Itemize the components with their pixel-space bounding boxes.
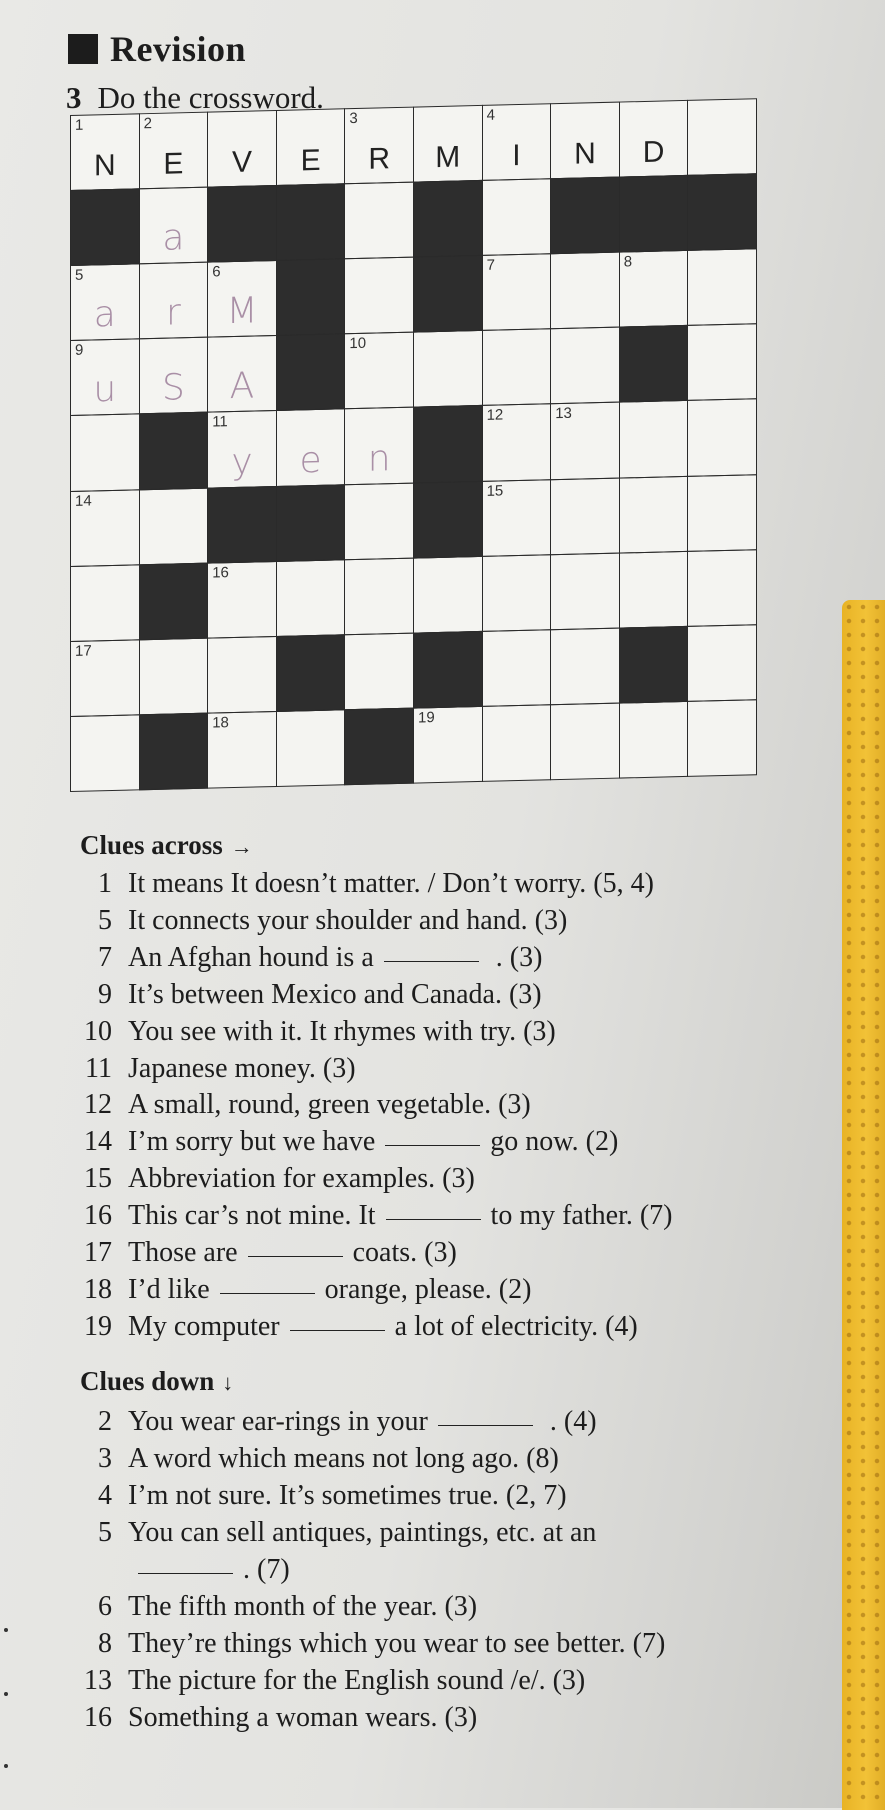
clue-item <box>70 905 567 937</box>
clue-item <box>70 1200 673 1232</box>
clue-item-number: 14 <box>84 1126 112 1158</box>
printed-letter: R <box>368 142 391 176</box>
clue-text <box>128 868 654 900</box>
clue-number: 5 <box>75 266 84 285</box>
crossword-cell[interactable] <box>482 253 552 331</box>
clue-text-part: The picture for the English sound /e/. (3) <box>128 1665 586 1696</box>
clue-number: 9 <box>75 342 84 360</box>
exercise-number: 3 <box>66 80 82 115</box>
clue-number: 1 <box>75 116 84 134</box>
clue-item-number: 12 <box>84 1089 112 1121</box>
clue-text-part: An Afghan hound is a <box>128 941 374 973</box>
clue-text <box>128 905 567 937</box>
crossword-black-cell <box>207 485 277 563</box>
clue-item-number: 3 <box>98 1443 112 1474</box>
crossword-cell[interactable] <box>482 704 552 782</box>
crossword-cell[interactable] <box>482 329 552 407</box>
answer-blank[interactable] <box>385 1144 480 1146</box>
crossword-cell[interactable] <box>687 248 757 326</box>
clue-item-number: 5 <box>98 1517 112 1548</box>
handwritten-letter: a <box>93 294 116 336</box>
clue-text-part: orange, please. (2) <box>324 1273 532 1305</box>
crossword-cell[interactable] <box>70 564 140 642</box>
clue-item <box>70 942 542 974</box>
clue-heading-text: Clues down <box>80 1366 215 1396</box>
crossword-cell[interactable] <box>276 709 346 787</box>
crossword-cell[interactable] <box>550 102 620 180</box>
clue-item <box>70 1406 597 1438</box>
clue-item-number: 9 <box>98 978 112 1010</box>
crossword-black-cell <box>139 412 209 490</box>
crossword-black-cell <box>687 173 757 251</box>
crossword-black-cell <box>413 180 483 258</box>
clue-text <box>128 1443 559 1475</box>
arrow-icon: ↓ <box>222 1370 234 1395</box>
clue-item <box>70 1443 559 1475</box>
clue-item-number <box>70 1554 112 1586</box>
crossword-grid <box>70 98 756 791</box>
clue-text-part: I’d like <box>128 1273 210 1305</box>
clue-number: 16 <box>212 563 229 582</box>
crossword-cell[interactable] <box>70 264 140 342</box>
crossword-cell[interactable] <box>70 714 140 792</box>
arrow-icon: → <box>230 834 253 859</box>
clue-number: 13 <box>555 405 572 423</box>
printed-letter: I <box>512 139 521 173</box>
clue-text-part: You can sell antiques, paintings, etc. at an <box>128 1517 597 1548</box>
clue-item-number: 11 <box>85 1052 112 1084</box>
clue-text-part: You wear ear-rings in your <box>128 1406 428 1437</box>
crossword-cell[interactable] <box>482 629 552 707</box>
clue-text-part: Those are <box>128 1237 238 1268</box>
crossword-cell[interactable] <box>687 549 757 627</box>
crossword-cell[interactable] <box>207 110 277 188</box>
crossword-cell[interactable] <box>207 561 277 639</box>
crossword-black-cell <box>139 562 209 640</box>
clue-item-number: 16 <box>84 1200 112 1232</box>
clue-number: 17 <box>75 642 92 660</box>
clue-item-number: 15 <box>84 1163 112 1195</box>
clue-text <box>128 1200 673 1232</box>
crossword-cell[interactable] <box>139 487 209 565</box>
clue-text-part: The fifth month of the year. (3) <box>128 1591 478 1622</box>
crossword-cell[interactable] <box>550 702 620 780</box>
margin-dot <box>4 1692 8 1696</box>
clue-text <box>128 1089 531 1121</box>
clue-text-part: They’re things which you wear to see better. (7) <box>128 1628 666 1659</box>
clue-text <box>128 942 542 974</box>
clue-text-part: Abbreviation for examples. (3) <box>128 1163 475 1195</box>
clue-item <box>70 1053 356 1085</box>
crossword-cell[interactable] <box>550 402 620 480</box>
clue-item <box>70 1702 477 1734</box>
clue-item-number: 19 <box>84 1310 112 1342</box>
printed-letter: M <box>435 140 461 175</box>
crossword-cell[interactable] <box>619 475 689 553</box>
clue-item <box>70 1016 556 1048</box>
clue-item-number: 7 <box>98 941 112 973</box>
clue-text-part: A small, round, green vegetable. (3) <box>128 1089 531 1121</box>
clue-number: 14 <box>75 492 92 510</box>
clue-item-number: 1 <box>98 868 112 899</box>
crossword-cell[interactable] <box>482 479 552 557</box>
clue-item <box>70 1628 665 1660</box>
crossword-cell[interactable] <box>413 105 483 183</box>
clue-number: 8 <box>623 253 633 271</box>
clue-item <box>70 1665 585 1697</box>
handwritten-letter: u <box>93 369 117 411</box>
clue-item-number: 10 <box>84 1015 112 1047</box>
clue-text-part: . (4) <box>542 1406 597 1437</box>
clue-item <box>70 1274 531 1306</box>
crossword-cell[interactable] <box>687 624 757 702</box>
crossword-cell[interactable] <box>344 182 414 260</box>
clue-number: 4 <box>486 106 495 124</box>
crossword-black-cell <box>550 177 620 255</box>
clue-text <box>128 1591 477 1623</box>
crossword-cell[interactable] <box>687 399 757 477</box>
crossword-cell[interactable] <box>344 482 414 560</box>
handwritten-letter: a <box>162 217 185 259</box>
handwritten-letter: y <box>231 441 253 483</box>
clue-item <box>70 1591 477 1623</box>
crossword-cell[interactable] <box>550 252 620 330</box>
clue-text-part: This car’s not mine. It <box>128 1200 376 1232</box>
header-square-icon <box>68 34 98 64</box>
clue-text-part: . (3) <box>488 941 543 973</box>
printed-letter: V <box>231 145 252 180</box>
crossword-cell[interactable] <box>413 330 483 408</box>
crossword-black-cell <box>344 707 414 785</box>
crossword-cell[interactable] <box>550 552 620 630</box>
clue-item-number: 4 <box>98 1480 112 1511</box>
clue-item-number: 18 <box>84 1273 112 1305</box>
crossword-cell[interactable] <box>207 260 277 338</box>
clue-text <box>128 1702 477 1734</box>
clue-item <box>70 1517 596 1549</box>
crossword-cell[interactable] <box>139 262 209 340</box>
clue-text <box>128 1053 356 1085</box>
crossword-cell[interactable] <box>619 400 689 478</box>
handwritten-letter: r <box>165 292 181 334</box>
crossword-cell[interactable] <box>413 706 483 784</box>
handwritten-letter: A <box>229 365 255 408</box>
clue-number: 3 <box>349 109 358 128</box>
crossword-cell[interactable] <box>619 100 689 178</box>
crossword-cell[interactable] <box>687 98 757 176</box>
clue-number: 10 <box>349 335 367 353</box>
clue-text-part: Something a woman wears. (3) <box>128 1702 478 1733</box>
clue-item-number: 13 <box>84 1665 112 1696</box>
crossword-cell[interactable] <box>619 701 689 779</box>
clue-text <box>128 1163 475 1195</box>
handwritten-letter: S <box>161 367 185 410</box>
answer-blank[interactable] <box>220 1292 315 1294</box>
clues_down-heading <box>80 1366 233 1397</box>
crossword-cell[interactable] <box>344 407 414 485</box>
crossword-cell[interactable] <box>139 112 209 190</box>
clue-text <box>128 1554 290 1586</box>
answer-blank[interactable] <box>384 960 479 962</box>
clue-item <box>70 868 654 900</box>
clue-text <box>128 1311 638 1343</box>
clue-text-part: A word which means not long ago. (8) <box>128 1443 559 1474</box>
clue-item-number: 6 <box>98 1591 112 1622</box>
crossword-cell[interactable] <box>344 257 414 335</box>
clue-text-part: a lot of electricity. (4) <box>394 1310 638 1342</box>
printed-letter: N <box>93 148 116 183</box>
crossword-cell[interactable] <box>344 632 414 710</box>
crossword-cell[interactable] <box>139 187 209 265</box>
crossword-black-cell <box>207 185 277 263</box>
crossword-cell[interactable] <box>619 551 689 629</box>
clue-text-part: to my father. (7) <box>490 1200 673 1232</box>
crossword-cell[interactable] <box>207 636 277 714</box>
crossword-black-cell <box>413 631 483 709</box>
clue-item-number: 5 <box>98 904 112 936</box>
clue-item <box>70 1237 457 1269</box>
crossword-black-cell <box>70 188 140 266</box>
printed-letter: E <box>163 147 184 181</box>
clue-text-part: Japanese money. (3) <box>128 1052 356 1084</box>
crossword-black-cell <box>139 712 209 790</box>
crossword-cell[interactable] <box>550 627 620 705</box>
handwritten-letter: M <box>226 290 258 333</box>
answer-blank[interactable] <box>438 1424 533 1426</box>
crossword-black-cell <box>413 480 483 558</box>
printed-letter: E <box>300 143 321 178</box>
exercise-text: Do the crossword. <box>97 80 324 115</box>
printed-letter: D <box>642 135 665 170</box>
clue-item <box>70 1126 618 1158</box>
clue-text-part: I’m not sure. It’s sometimes true. (2, 7) <box>128 1480 567 1511</box>
crossword-cell[interactable] <box>482 554 552 632</box>
clue-text <box>128 1517 596 1549</box>
clue-text-part: I’m sorry but we have <box>128 1126 376 1158</box>
clue-item <box>70 979 542 1011</box>
crossword-cell[interactable] <box>482 404 552 482</box>
crossword-cell[interactable] <box>139 637 209 715</box>
clue-number: 19 <box>418 708 435 727</box>
clue-number: 18 <box>212 713 229 732</box>
clue-text <box>128 1237 457 1269</box>
crossword-cell[interactable] <box>344 557 414 635</box>
crossword-cell[interactable] <box>687 474 757 552</box>
clue-text <box>128 1406 597 1438</box>
answer-blank[interactable] <box>248 1255 343 1257</box>
clue-heading-text: Clues across <box>80 830 223 860</box>
clue-number: 2 <box>143 114 152 133</box>
handwritten-letter: n <box>367 437 391 480</box>
clue-text-part: coats. (3) <box>352 1237 457 1268</box>
crossword-cell[interactable] <box>550 327 620 405</box>
clue-item <box>70 1163 475 1195</box>
crossword-cell[interactable] <box>70 489 140 567</box>
crossword-cell[interactable] <box>687 699 757 777</box>
clue-text-part: You see with it. It rhymes with try. (3) <box>128 1015 556 1047</box>
crossword-cell[interactable] <box>139 337 209 415</box>
clue-number: 6 <box>212 263 221 281</box>
crossword-black-cell <box>276 183 346 261</box>
section-title: Revision <box>110 29 247 69</box>
clue-item-number: 2 <box>98 1406 112 1437</box>
crossword-cell[interactable] <box>550 477 620 555</box>
answer-blank[interactable] <box>290 1329 385 1331</box>
clue-item <box>70 1480 567 1512</box>
answer-blank[interactable] <box>138 1572 233 1574</box>
crossword-black-cell <box>276 634 346 712</box>
clue-text-part: My computer <box>128 1310 280 1342</box>
crossword-cell[interactable] <box>344 332 414 410</box>
clue-text-part: It connects your shoulder and hand. (3) <box>128 904 568 936</box>
crossword-cell[interactable] <box>482 103 552 181</box>
crossword-black-cell <box>276 258 346 336</box>
clue-text <box>128 1480 567 1512</box>
crossword-cell[interactable] <box>413 556 483 634</box>
crossword-black-cell <box>619 175 689 253</box>
clue-item-number: 8 <box>98 1628 112 1659</box>
crossword-black-cell <box>276 334 346 412</box>
crossword-cell[interactable] <box>344 107 414 185</box>
crossword-cell[interactable] <box>687 324 757 402</box>
margin-dot <box>4 1628 8 1632</box>
section-header <box>68 28 246 70</box>
binder-texture <box>842 600 885 1808</box>
crossword-cell[interactable] <box>276 559 346 637</box>
clue-text <box>128 1016 556 1048</box>
printed-letter: N <box>574 137 596 171</box>
crossword-cell[interactable] <box>207 410 277 488</box>
clue-text <box>128 1628 665 1660</box>
clue-text <box>128 1274 531 1306</box>
clue-text <box>128 979 542 1011</box>
crossword-cell[interactable] <box>70 339 140 417</box>
crossword-cell[interactable] <box>207 335 277 413</box>
crossword-cell[interactable] <box>70 639 140 717</box>
crossword-black-cell <box>413 405 483 483</box>
clue-text-part: go now. (2) <box>490 1126 619 1158</box>
answer-blank[interactable] <box>386 1218 481 1220</box>
crossword-cell[interactable] <box>619 250 689 328</box>
clue-item <box>70 1554 290 1586</box>
crossword-cell[interactable] <box>482 178 552 256</box>
clues_across-heading <box>80 830 253 861</box>
crossword-black-cell <box>276 484 346 562</box>
clue-text-part: It means It doesn’t matter. / Don’t worry. (5, 4) <box>128 868 654 899</box>
crossword-cell[interactable] <box>70 113 140 191</box>
margin-dot <box>4 1764 8 1768</box>
crossword-cell[interactable] <box>207 711 277 789</box>
clue-item-number: 17 <box>84 1237 112 1268</box>
clue-text-part: . (7) <box>243 1554 290 1585</box>
clue-number: 15 <box>486 481 504 500</box>
crossword-black-cell <box>413 255 483 333</box>
crossword-cell[interactable] <box>276 409 346 487</box>
crossword-black-cell <box>619 325 689 403</box>
clue-text <box>128 1126 618 1158</box>
crossword-cell[interactable] <box>70 414 140 492</box>
clue-number: 7 <box>486 256 495 275</box>
clue-text-part: It’s between Mexico and Canada. (3) <box>128 978 542 1010</box>
clue-text <box>128 1665 585 1697</box>
crossword-black-cell <box>619 626 689 704</box>
crossword-cell[interactable] <box>276 108 346 186</box>
handwritten-letter: e <box>299 439 322 481</box>
clue-number: 12 <box>486 406 504 425</box>
clue-item <box>70 1089 531 1121</box>
clue-item <box>70 1311 638 1343</box>
clue-number: 11 <box>212 413 228 431</box>
clue-item-number: 16 <box>84 1702 112 1733</box>
